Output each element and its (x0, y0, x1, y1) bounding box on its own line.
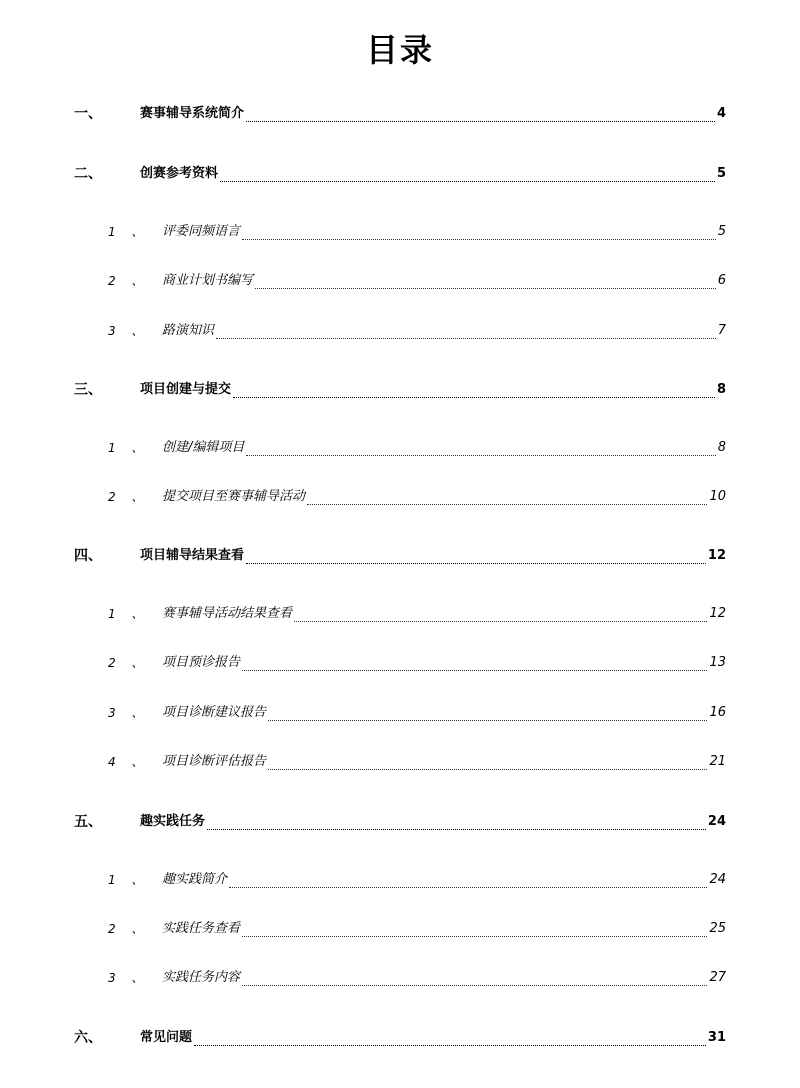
toc-entry-subsection[interactable] (0, 653, 800, 673)
toc-subsection-number: 4 、 (108, 755, 150, 769)
toc-entry-section[interactable] (0, 380, 800, 400)
toc-page-number: 4 (716, 106, 726, 121)
toc-entry-label: 项目诊断建议报告 (162, 705, 267, 720)
dot-leader (294, 607, 707, 622)
toc-entry-label: 趣实践简介 (162, 872, 228, 887)
toc-entry-section[interactable] (0, 164, 800, 184)
toc-subsection-number: 3 、 (108, 706, 150, 720)
toc-entry-label: 创建/编辑项目 (162, 440, 245, 455)
toc-subsection-number: 3 、 (108, 324, 150, 338)
toc-page-number: 6 (717, 273, 726, 288)
toc-page-number: 25 (709, 921, 726, 936)
toc-entry-label: 提交项目至赛事辅导活动 (162, 489, 306, 504)
toc-page-number: 10 (709, 489, 726, 504)
toc-page-number: 31 (707, 1030, 726, 1045)
toc-page-number: 24 (709, 872, 726, 887)
toc-entry-subsection[interactable] (0, 968, 800, 988)
toc-subsection-number: 1 、 (108, 607, 150, 621)
dot-leader (255, 274, 716, 289)
dot-leader (216, 324, 716, 339)
dot-leader (246, 549, 706, 564)
toc-entry-label: 项目预诊报告 (162, 655, 241, 670)
toc-entry-label: 创赛参考资料 (140, 166, 219, 181)
dot-leader (242, 225, 716, 240)
toc-page-number: 13 (709, 655, 726, 670)
dot-leader (229, 873, 707, 888)
toc-subsection-number: 1 、 (108, 441, 150, 455)
toc-section-number: 二、 (74, 166, 102, 182)
toc-entry-subsection[interactable] (0, 222, 800, 242)
toc-section-number: 一、 (74, 106, 102, 122)
toc-entry-label: 赛事辅导活动结果查看 (162, 606, 293, 621)
toc-entry-label: 实践任务查看 (162, 921, 241, 936)
toc-entry-section[interactable] (0, 1028, 800, 1048)
dot-leader (307, 490, 707, 505)
toc-page-number: 12 (707, 548, 726, 563)
toc-subsection-number: 2 、 (108, 274, 150, 288)
dot-leader (246, 441, 715, 456)
dot-leader (268, 755, 707, 770)
toc-page-number: 16 (709, 705, 726, 720)
toc-page-number: 24 (707, 814, 726, 829)
toc-entry-label: 实践任务内容 (162, 970, 241, 985)
toc-page-number: 27 (709, 970, 726, 985)
toc-subsection-number: 2 、 (108, 922, 150, 936)
dot-leader (242, 922, 707, 937)
toc-entry-subsection[interactable] (0, 919, 800, 939)
toc-entry-label: 项目创建与提交 (140, 382, 232, 397)
toc-subsection-number: 1 、 (108, 225, 150, 239)
toc-entry-subsection[interactable] (0, 870, 800, 890)
toc-entry-label: 赛事辅导系统简介 (140, 106, 245, 121)
dot-leader (233, 383, 715, 398)
toc-subsection-number: 1 、 (108, 873, 150, 887)
toc-page-number: 5 (716, 166, 726, 181)
toc-entry-subsection[interactable] (0, 487, 800, 507)
toc-entry-subsection[interactable] (0, 703, 800, 723)
toc-entry-label: 项目辅导结果查看 (140, 548, 245, 563)
toc-subsection-number: 2 、 (108, 490, 150, 504)
toc-entry-section[interactable] (0, 546, 800, 566)
toc-entry-subsection[interactable] (0, 752, 800, 772)
toc-entry-subsection[interactable] (0, 438, 800, 458)
toc-page-number: 12 (709, 606, 726, 621)
toc-entry-subsection[interactable] (0, 271, 800, 291)
toc-entry-label: 项目诊断评估报告 (162, 754, 267, 769)
dot-leader (194, 1031, 706, 1046)
dot-leader (242, 971, 707, 986)
dot-leader (207, 815, 706, 830)
toc-page-number: 7 (717, 323, 726, 338)
toc-entry-label: 常见问题 (140, 1030, 193, 1045)
page-title: 目录 (365, 31, 434, 69)
toc-entry-section[interactable] (0, 812, 800, 832)
toc-entry-label: 商业计划书编写 (162, 273, 254, 288)
dot-leader (268, 706, 707, 721)
toc-subsection-number: 3 、 (108, 971, 150, 985)
toc-section-number: 五、 (74, 814, 102, 830)
toc-section-number: 四、 (74, 548, 102, 564)
toc-page-number: 21 (709, 754, 726, 769)
toc-page-number: 8 (717, 440, 726, 455)
toc-entry-label: 路演知识 (162, 323, 215, 338)
toc-entry-label: 趣实践任务 (140, 814, 206, 829)
toc-entry-subsection[interactable] (0, 604, 800, 624)
dot-leader (220, 167, 715, 182)
dot-leader (246, 107, 715, 122)
toc-entry-subsection[interactable] (0, 321, 800, 341)
toc-entry-section[interactable] (0, 104, 800, 124)
toc-section-number: 六、 (74, 1030, 102, 1046)
toc-subsection-number: 2 、 (108, 656, 150, 670)
toc-section-number: 三、 (74, 382, 102, 398)
toc-page-number: 8 (716, 382, 726, 397)
toc-entry-label: 评委同频语言 (162, 224, 241, 239)
dot-leader (242, 656, 707, 671)
toc-page-number: 5 (717, 224, 726, 239)
